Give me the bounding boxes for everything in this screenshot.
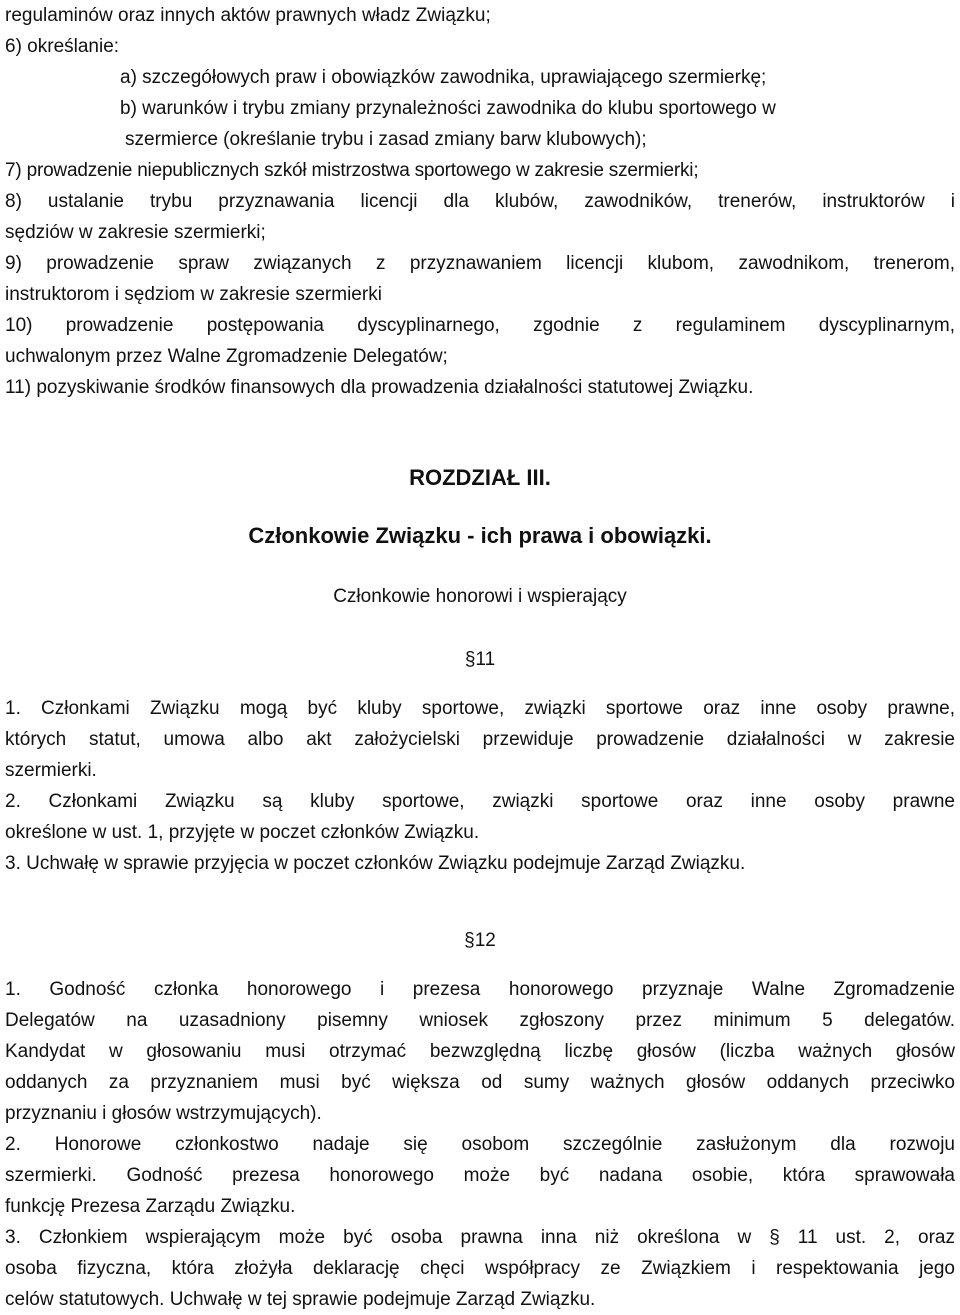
text-line: b) warunków i trybu zmiany przynależności zawodnika do klubu sportowego w [120, 98, 776, 119]
text-line: 6) określanie: [5, 36, 120, 57]
text-line: regulaminów oraz innych aktów prawnych władz Związku; [5, 5, 491, 26]
text-line: celów statutowych. Uchwałę w tej sprawie podejmuje Zarząd Związku. [5, 1289, 596, 1310]
document-page [5, 0, 955, 1315]
paragraph-mark-12: §12 [464, 930, 496, 951]
text-line: 8) ustalanie trybu przyznawania licencji dla klubów, zawodników, trenerów, instruktorów i [5, 191, 955, 212]
text-line: szermierce (określanie trybu i zasad zmiany barw klubowych); [125, 129, 647, 150]
paragraph-11-body [5, 693, 955, 879]
text-line: 7) prowadzenie niepublicznych szkół mistrzostwa sportowego w zakresie szermierki; [5, 160, 699, 181]
text-line: szermierki. [5, 760, 97, 781]
text-line: instruktorom i sędziom w zakresie szermierki [5, 284, 382, 305]
text-line: przyznaniu i głosów wstrzymujących). [5, 1103, 322, 1124]
text-line: uchwalonym przez Walne Zgromadzenie Delegatów; [5, 346, 448, 367]
text-line: funkcję Prezesa Zarządu Związku. [5, 1196, 296, 1217]
chapter-title: Członkowie Związku - ich prawa i obowiązki. [248, 523, 712, 548]
text-line: szermierki. Godność prezesa honorowego może być nadana osobie, która sprawowała [5, 1165, 955, 1186]
text-line: 3. Członkiem wspierającym może być osoba prawna inna niż określona w § 11 ust. 2, oraz [5, 1227, 955, 1248]
spacer [5, 403, 955, 455]
text-line: 3. Uchwałę w sprawie przyjęcia w poczet członków Związku podejmuje Zarząd Związku. [5, 853, 746, 874]
paragraph-12-body [5, 974, 955, 1315]
text-line: 1. Członkami Związku mogą być kluby sportowe, związki sportowe oraz inne osoby prawne, [5, 698, 955, 719]
chapter-number: ROZDZIAŁ III. [409, 465, 551, 490]
paragraph-mark-11: §11 [464, 649, 496, 670]
text-line: Delegatów na uzasadniony pisemny wniosek zgłoszony przez minimum 5 delegatów. [5, 1010, 955, 1031]
text-line: 9) prowadzenie spraw związanych z przyznawaniem licencji klubom, zawodnikom, trenerom, [5, 253, 955, 274]
text-line: których statut, umowa albo akt założycielski przewiduje prowadzenie działalności w zakresie [5, 729, 955, 750]
text-line: Kandydat w głosowaniu musi otrzymać bezwzględną liczbę głosów (liczba ważnych głosów [5, 1041, 955, 1062]
text-line: określone w ust. 1, przyjęte w poczet członków Związku. [5, 822, 480, 843]
text-line: sędziów w zakresie szermierki; [5, 222, 266, 243]
text-line: 10) prowadzenie postępowania dyscyplinarnego, zgodnie z regulaminem dyscyplinarnym, [5, 315, 955, 336]
intro-list [5, 0, 955, 403]
text-line: 1. Godność członka honorowego i prezesa honorowego przyznaje Walne Zgromadzenie [5, 979, 955, 1000]
section-title: Członkowie honorowi i wspierający [333, 586, 627, 607]
text-line: oddanych za przyznaniem musi być większa od sumy ważnych głosów oddanych przeciwko [5, 1072, 955, 1093]
text-line: 2. Członkami Związku są kluby sportowe, związki sportowe oraz inne osoby prawne [5, 791, 955, 812]
text-line: 11) pozyskiwanie środków finansowych dla prowadzenia działalności statutowej Związku. [5, 377, 754, 398]
text-line: osoba fizyczna, która złożyła deklarację chęci współpracy ze Związkiem i respektowania jego [5, 1258, 955, 1279]
text-line: a) szczegółowych praw i obowiązków zawodnika, uprawiającego szermierkę; [120, 67, 767, 88]
text-line: 2. Honorowe członkostwo nadaje się osobom szczególnie zasłużonym dla rozwoju [5, 1134, 955, 1155]
